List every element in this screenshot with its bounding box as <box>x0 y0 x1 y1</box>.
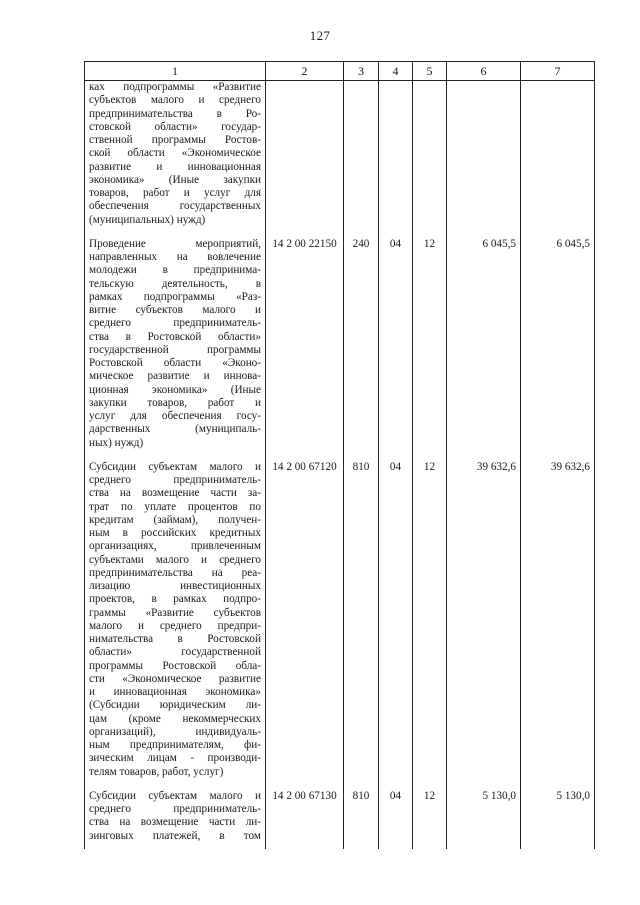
description-line: направленных на вовлечение <box>89 251 261 263</box>
target-article-code: 14 2 00 22150 <box>266 233 344 456</box>
description-line: Субсидии субъектам малого и <box>89 789 261 802</box>
row-description <box>85 233 266 456</box>
description-line: витие субъектов малого и <box>89 304 261 316</box>
column-header: 1 <box>85 62 266 81</box>
description-line: трат по уплате процентов по <box>89 500 261 513</box>
table-header-row <box>85 62 595 81</box>
description-line: ственной программы Ростов- <box>89 134 261 146</box>
column-header: 7 <box>521 62 595 81</box>
description-line: закупки товаров, работ и <box>89 396 261 409</box>
description-line: предпринимательства на реа- <box>89 566 261 579</box>
amount-column-7: 6 045,5 <box>521 233 595 456</box>
table-row <box>85 81 595 233</box>
description-line: сти «Экономическое развитие <box>89 672 261 685</box>
description-line: ных) нужд) <box>89 436 144 449</box>
amount-column-6: 5 130,0 <box>447 785 521 849</box>
description-line: телям товаров, работ, услуг) <box>89 765 224 778</box>
description-line: (Субсидии юридическим ли- <box>89 699 261 712</box>
description-line: нимательства в Ростовской <box>89 633 261 645</box>
budget-table <box>84 61 595 849</box>
description-line: цам (кроме некоммерческих <box>89 712 261 725</box>
subsection-code <box>413 81 447 233</box>
description-line: (муниципальных) нужд) <box>89 213 206 226</box>
description-line: рамках подпрограммы «Раз- <box>89 290 261 303</box>
description-line: субъектов малого и среднего <box>89 94 261 107</box>
section-code: 04 <box>379 785 413 849</box>
column-header: 3 <box>344 62 379 81</box>
description-line: услуг для обеспечения госу- <box>89 410 261 422</box>
description-line: Ростовской области «Эконо- <box>89 357 261 369</box>
amount-column-6: 39 632,6 <box>447 456 521 785</box>
description-line: области» государственной <box>89 646 261 659</box>
target-article-code: 14 2 00 67130 <box>266 785 344 849</box>
description-line: среднего предприниматель- <box>89 317 261 330</box>
description-line: кредитам (займам), получен- <box>89 513 261 526</box>
expense-type-code: 240 <box>344 233 379 456</box>
description-line: обеспечения государственных <box>89 200 261 213</box>
description-line: субъектами малого и среднего <box>89 553 261 566</box>
description-line: лизацию инвестиционных <box>89 580 261 592</box>
amount-column-7: 5 130,0 <box>521 785 595 849</box>
row-description <box>85 456 266 785</box>
description-line: развитие и инновационная <box>89 160 261 173</box>
description-line: ционная экономика» (Иные <box>89 383 261 396</box>
expense-type-code: 810 <box>344 456 379 785</box>
description-line: ства на возмещение части ли- <box>89 816 261 829</box>
description-line: экономика» (Иные закупки <box>89 173 261 186</box>
description-line: молодежи в предпринима- <box>89 264 261 277</box>
amount-column-7: 39 632,6 <box>521 456 595 785</box>
description-line: среднего предприниматель- <box>89 474 261 486</box>
description-line: ным в российских кредитных <box>89 527 261 539</box>
description-line: стовской области» государ- <box>89 120 261 133</box>
amount-column-7 <box>521 81 595 233</box>
subsection-code: 12 <box>413 785 447 849</box>
description-line: программы Ростовской обла- <box>89 659 261 672</box>
table-row <box>85 785 595 849</box>
description-line: тельскую деятельность, в <box>89 277 261 290</box>
column-header: 4 <box>379 62 413 81</box>
description-line: ства в Ростовской области» <box>89 330 261 343</box>
description-line: зинговых платежей, в том <box>89 829 261 842</box>
target-article-code <box>266 81 344 233</box>
description-line: среднего предприниматель- <box>89 803 261 815</box>
description-line: граммы «Развитие субъектов <box>89 606 261 619</box>
description-line: товаров, работ и услуг для <box>89 187 261 199</box>
description-line: ках подпрограммы «Развитие <box>89 81 261 93</box>
description-line: ным предпринимателям, фи- <box>89 739 261 751</box>
subsection-code: 12 <box>413 456 447 785</box>
section-code: 04 <box>379 233 413 456</box>
row-description <box>85 81 266 233</box>
row-description <box>85 785 266 849</box>
amount-column-6: 6 045,5 <box>447 233 521 456</box>
amount-column-6 <box>447 81 521 233</box>
section-code <box>379 81 413 233</box>
column-header: 5 <box>413 62 447 81</box>
table-body <box>85 62 595 849</box>
description-line: проектов, в рамках подпро- <box>89 593 261 606</box>
description-line: предпринимательства в Ро- <box>89 107 261 120</box>
description-line: мическое развитие и иннова- <box>89 370 261 383</box>
description-line: зическим лицам - производи- <box>89 752 261 765</box>
expense-type-code <box>344 81 379 233</box>
table-row <box>85 456 595 785</box>
column-header: 2 <box>266 62 344 81</box>
description-line: дарственных (муниципаль- <box>89 423 261 436</box>
expense-type-code: 810 <box>344 785 379 849</box>
column-header: 6 <box>447 62 521 81</box>
description-line: Субсидии субъектам малого и <box>89 460 261 473</box>
target-article-code: 14 2 00 67120 <box>266 456 344 785</box>
table-row <box>85 233 595 456</box>
description-line: и инновационная экономика» <box>89 686 261 698</box>
description-line: малого и среднего предпри- <box>89 619 261 632</box>
page-number: 127 <box>309 28 331 43</box>
description-line: ской области «Экономическое <box>89 147 261 160</box>
description-line: организаций), индивидуаль- <box>89 725 261 738</box>
description-line: Проведение мероприятий, <box>89 237 261 250</box>
description-line: организациях, привлеченным <box>89 540 261 553</box>
subsection-code: 12 <box>413 233 447 456</box>
description-line: ства на возмещение части за- <box>89 487 261 500</box>
description-line: государственной программы <box>89 343 261 356</box>
section-code: 04 <box>379 456 413 785</box>
